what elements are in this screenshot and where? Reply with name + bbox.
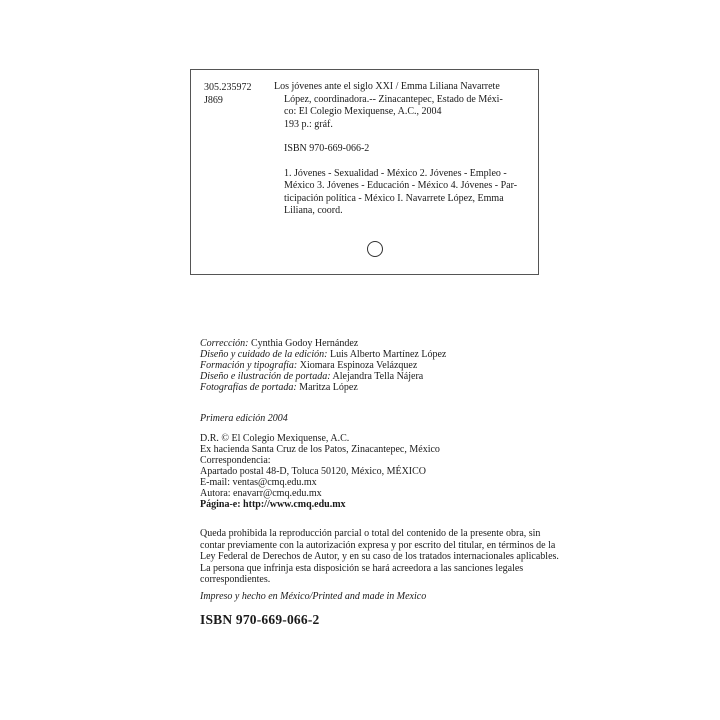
- credit-role: Diseño y cuidado de la edición:: [200, 349, 328, 360]
- credit-line: [200, 349, 446, 360]
- credit-name: Maritza López: [299, 382, 358, 393]
- subject-line: Liliana, coord.: [284, 205, 343, 216]
- credits-block: [200, 338, 446, 393]
- credit-name: Cynthia Godoy Hernández: [251, 338, 359, 349]
- card-hole-icon: [367, 241, 383, 257]
- catalog-card: [190, 69, 539, 275]
- credit-role: Fotografías de portada:: [200, 382, 297, 393]
- entry-line: 193 p.: gráf.: [284, 118, 333, 130]
- subject-line: México 3. Jóvenes - Educación - México 4. Jóvenes - Par-: [284, 180, 518, 191]
- copyright-line: Ex hacienda Santa Cruz de los Patos, Zinacantepec, México: [200, 444, 440, 455]
- footer-isbn: ISBN 970-669-066-2: [200, 612, 320, 627]
- card-isbn: ISBN 970-669-066-2: [284, 143, 370, 154]
- credit-role: Formación y tipografía:: [200, 360, 298, 371]
- entry-line: Los jóvenes ante el siglo XXI / Emma Liliana Navarrete: [274, 81, 500, 92]
- call-number-line: 305.235972: [204, 82, 252, 93]
- credit-line: [200, 360, 446, 371]
- call-number-line: J869: [204, 95, 223, 106]
- email-line: Autora: enavarr@cmq.edu.mx: [200, 488, 322, 499]
- credit-line: [200, 338, 446, 349]
- legal-notice: [200, 528, 559, 586]
- webpage-label: Página-e:: [200, 499, 241, 510]
- copyright-line: Apartado postal 48-D, Toluca 50120, México, MÉXICO: [200, 466, 427, 477]
- copyright-line: Correspondencia:: [200, 455, 271, 466]
- credit-role: Corrección:: [200, 338, 249, 349]
- edition-note: Primera edición 2004: [200, 413, 288, 424]
- copyright-block: [200, 433, 440, 510]
- entry-line: co: El Colegio Mexiquense, A.C., 2004: [284, 106, 442, 117]
- legal-line: La persona que infrinja esta disposición se hará acreedora a las sanciones legales: [200, 562, 524, 574]
- subject-line: ticipación política - México I. Navarrete López, Emma: [284, 192, 504, 204]
- call-number: [204, 81, 252, 107]
- legal-line: Ley Federal de Derechos de Autor, y en su caso de los tratados internacionales aplicables.: [200, 551, 559, 562]
- copyright-line: D.R. © El Colegio Mexiquense, A.C.: [200, 433, 350, 444]
- legal-line: correspondientes.: [200, 574, 271, 585]
- webpage-line: [200, 499, 440, 510]
- webpage-url: http://www.cmq.edu.mx: [243, 499, 346, 510]
- legal-line: contar previamente con la autorización expresa y por escrito del titular, en términos de la: [200, 539, 556, 551]
- legal-line: Queda prohibida la reproducción parcial o total del contenido de la presente obra, sin: [200, 528, 541, 539]
- entry-line: López, coordinadora.-- Zinacantepec, Estado de Méxi-: [284, 93, 503, 105]
- subject-line: 1. Jóvenes - Sexualidad - México 2. Jóvenes - Empleo -: [284, 167, 507, 179]
- email-line: E-mail: ventas@cmq.edu.mx: [200, 477, 317, 488]
- catalog-entry: [274, 81, 524, 218]
- credit-name: Xiomara Espinoza Velázquez: [299, 360, 418, 371]
- credit-role: Diseño e ilustración de portada:: [200, 371, 331, 382]
- credit-name: Alejandra Tella Nájera: [332, 371, 424, 382]
- credit-name: Luis Alberto Martínez López: [329, 349, 447, 360]
- printed-note: Impreso y hecho en México/Printed and made in Mexico: [200, 591, 427, 602]
- credit-line: [200, 382, 446, 393]
- credit-line: [200, 371, 446, 382]
